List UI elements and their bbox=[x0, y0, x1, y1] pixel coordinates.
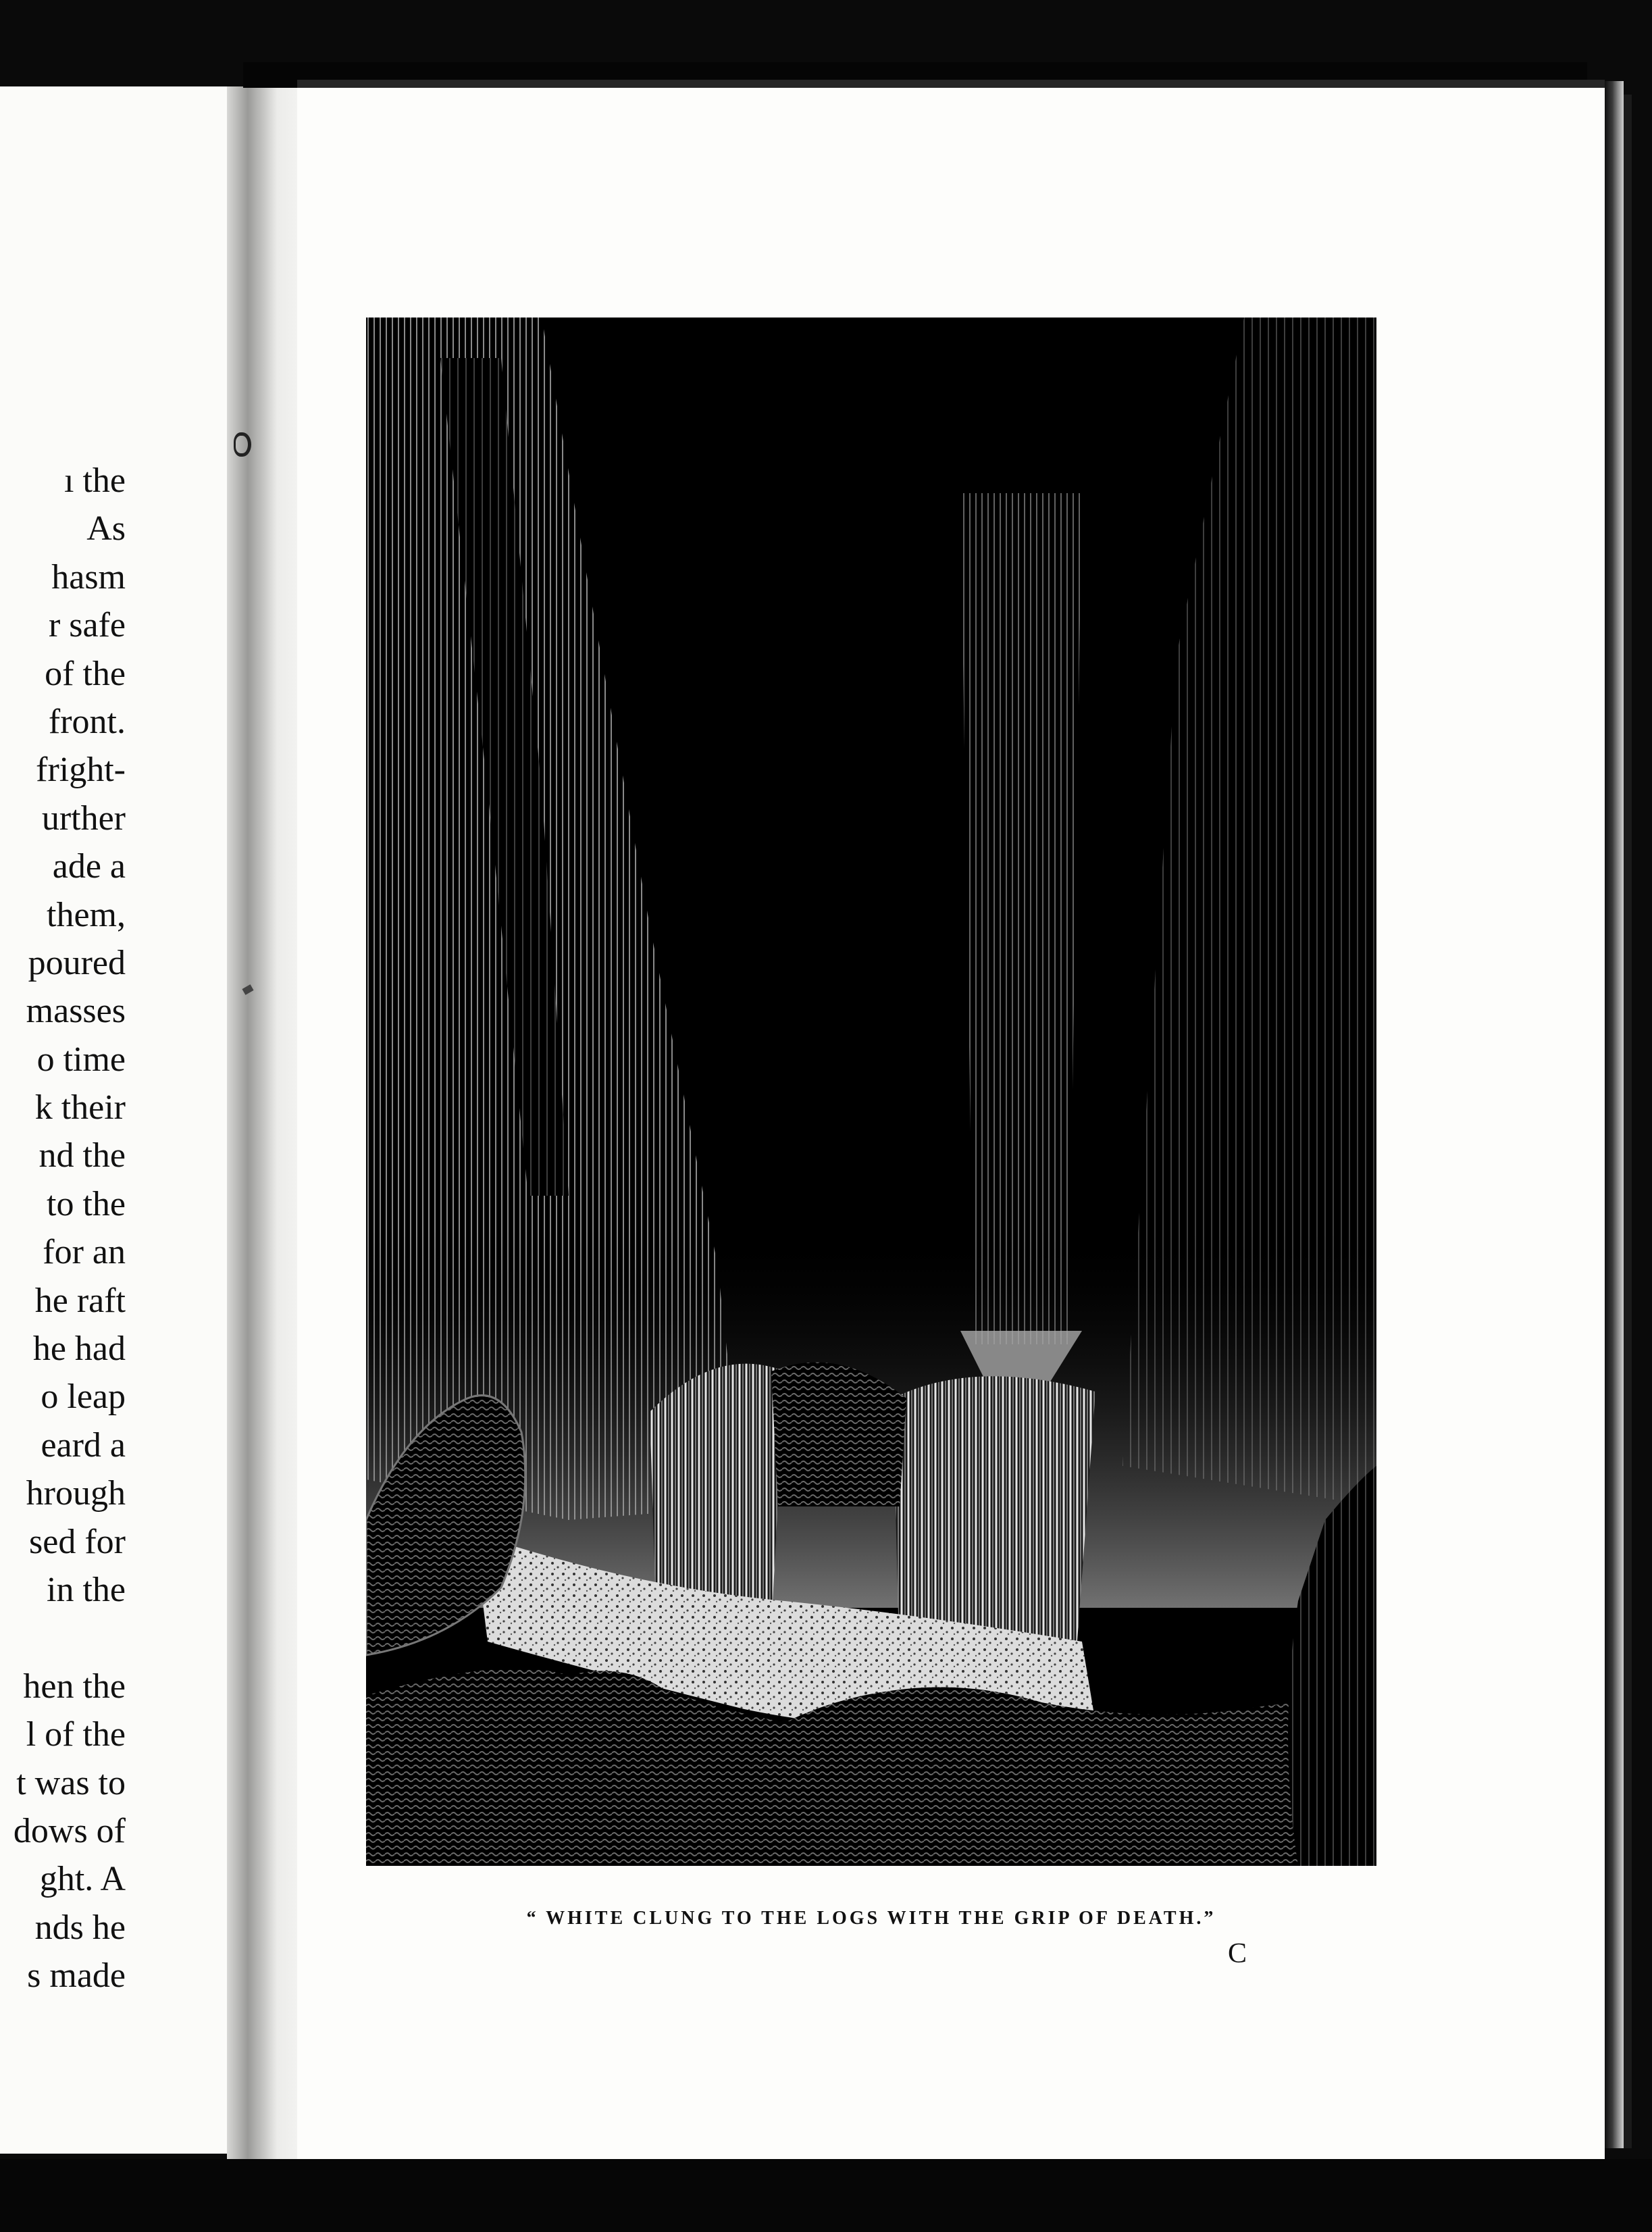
gutter-blemish bbox=[234, 432, 251, 457]
text-line: hen the bbox=[23, 1667, 126, 1706]
text-line: front. bbox=[48, 702, 126, 741]
text-line: hasm bbox=[51, 557, 126, 597]
text-line: hrough bbox=[26, 1474, 126, 1513]
text-line: he raft bbox=[34, 1281, 126, 1320]
facing-page-text bbox=[0, 457, 126, 2000]
text-line: them, bbox=[47, 895, 126, 934]
text-line: he had bbox=[32, 1329, 126, 1369]
text-line: ade a bbox=[52, 847, 126, 886]
text-line: o leap bbox=[41, 1377, 126, 1417]
illustration-caption: “ WHITE CLUNG TO THE LOGS WITH THE GRIP OF DEATH.” bbox=[526, 1908, 1216, 1929]
text-line: ght. A bbox=[39, 1860, 126, 1899]
text-line: fright- bbox=[36, 751, 126, 790]
text-line: masses bbox=[26, 992, 126, 1031]
page-edge-shadow bbox=[1605, 81, 1624, 2148]
text-line: of the bbox=[45, 654, 126, 693]
text-line: s made bbox=[27, 1956, 126, 1996]
scan-bottom-border bbox=[0, 2159, 1652, 2232]
text-line: o time bbox=[36, 1040, 126, 1079]
text-line: As bbox=[86, 509, 126, 549]
text-line: to the bbox=[47, 1184, 126, 1223]
distant-rock-column bbox=[960, 493, 1082, 1344]
page-edge-shadow bbox=[1624, 95, 1632, 2148]
text-line: l of the bbox=[26, 1715, 126, 1754]
text-line: for an bbox=[43, 1233, 126, 1272]
facing-page bbox=[0, 86, 236, 2154]
text-line: dows of bbox=[13, 1811, 126, 1850]
waterfall-engraving bbox=[366, 318, 1376, 1866]
text-line: in the bbox=[47, 1570, 126, 1609]
text-line: poured bbox=[28, 943, 126, 982]
engraving-illustration bbox=[366, 318, 1376, 1866]
page-top-edge bbox=[297, 80, 1605, 88]
text-line: sed for bbox=[29, 1522, 126, 1561]
text-line: urther bbox=[41, 798, 126, 838]
paragraph-gap bbox=[0, 1614, 126, 1662]
text-line: nds he bbox=[34, 1908, 126, 1947]
text-line: ı the bbox=[64, 461, 126, 500]
text-line: eard a bbox=[41, 1425, 126, 1465]
text-line: k their bbox=[34, 1088, 126, 1127]
text-line: t was to bbox=[16, 1763, 126, 1802]
plate-signature: C bbox=[1228, 1938, 1247, 1969]
text-line: nd the bbox=[38, 1136, 126, 1175]
text-line: r safe bbox=[48, 606, 126, 645]
